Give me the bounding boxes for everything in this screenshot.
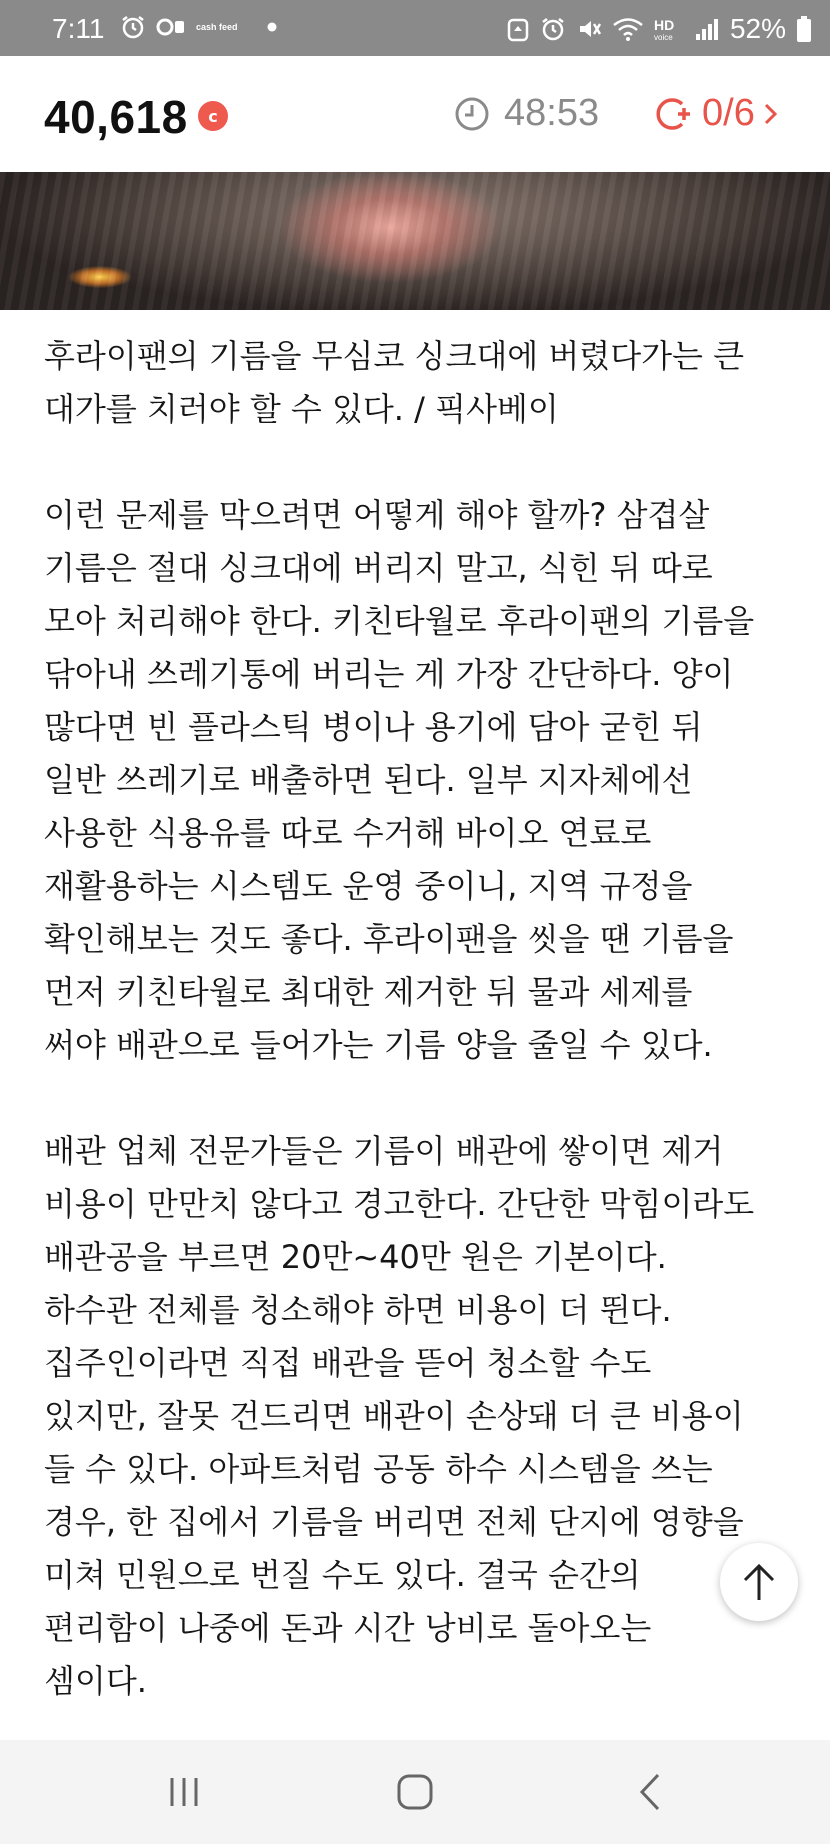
mute-icon (576, 16, 602, 42)
timer-value: 48:53 (504, 92, 600, 134)
back-icon (638, 1772, 662, 1812)
cashfeed-icon (156, 14, 186, 40)
article-hero-image (0, 172, 830, 310)
signal-icon (694, 16, 720, 42)
paragraph-line: 모아 처리해야 한다. 키친타월로 후라이팬의 기름을 (44, 602, 755, 640)
article-paragraph-2 (44, 1125, 794, 1708)
recent-apps-button[interactable] (154, 1770, 214, 1814)
paragraph-line: 하수관 전체를 청소해야 하면 비용이 더 뛴다. (44, 1291, 672, 1329)
back-button[interactable] (620, 1770, 680, 1814)
paragraph-line: 배관공을 부르면 20만~40만 원은 기본이다. (44, 1238, 667, 1276)
paragraph-line: 확인해보는 것도 좋다. 후라이팬을 씻을 땐 기름을 (44, 920, 734, 958)
paragraph-line: 미쳐 민원으로 번질 수도 있다. 결국 순간의 (44, 1556, 641, 1594)
reward-header (0, 56, 830, 172)
home-button[interactable] (385, 1770, 445, 1814)
hero-texture (0, 172, 830, 310)
arrow-up-icon (741, 1562, 777, 1602)
paragraph-line: 써야 배관으로 들어가는 기름 양을 줄일 수 있다. (44, 1026, 713, 1064)
recent-apps-icon (166, 1776, 202, 1808)
dot-icon (264, 19, 280, 35)
paragraph-line: 사용한 식용유를 따로 수거해 바이오 연료로 (44, 814, 652, 852)
image-caption (44, 330, 794, 436)
scroll-to-top-button[interactable] (720, 1543, 798, 1621)
coin-icon: c (198, 101, 228, 131)
caption-line: 후라이팬의 기름을 무심코 싱크대에 버렸다가는 큰 (44, 337, 745, 375)
paragraph-line: 있지만, 잘못 건드리면 배관이 손상돼 더 큰 비용이 (44, 1397, 744, 1435)
battery-icon (796, 15, 812, 43)
paragraph-line: 먼저 키친타월로 최대한 제거한 뒤 물과 세제를 (44, 973, 693, 1011)
home-icon (396, 1773, 434, 1811)
paragraph-line: 많다면 빈 플라스틱 병이나 용기에 담아 굳힌 뒤 (44, 708, 703, 746)
status-time: 7:11 (52, 13, 105, 44)
paragraph-line: 재활용하는 시스템도 운영 중이니, 지역 규정을 (44, 867, 693, 905)
paragraph-line: 들 수 있다. 아파트처럼 공동 하수 시스템을 쓰는 (44, 1450, 713, 1488)
article-paragraph-1 (44, 489, 794, 1072)
timer (454, 92, 599, 135)
paragraph-line: 편리함이 나중에 돈과 시간 낭비로 돌아오는 (44, 1609, 652, 1647)
alarm-icon (540, 16, 566, 42)
cashfeed-label: cash feed (196, 21, 238, 32)
paragraph-line: 일반 쓰레기로 배출하면 된다. 일부 지자체에선 (44, 761, 693, 799)
alarm-icon (120, 14, 146, 40)
chevron-right-icon (763, 100, 779, 128)
paragraph-line: 기름은 절대 싱크대에 버리지 말고, 식힌 뒤 따로 (44, 549, 713, 587)
paragraph-line: 배관 업체 전문가들은 기름이 배관에 쌓이면 제거 (44, 1132, 724, 1170)
recycle-icon (506, 16, 530, 42)
caption-line: 대가를 치러야 할 수 있다. / 픽사베이 (44, 390, 559, 428)
svg-text:HD: HD (653, 17, 675, 33)
clock-icon (454, 96, 490, 132)
paragraph-line: 셈이다. (44, 1662, 147, 1700)
status-bar (0, 0, 830, 56)
paragraph-line: 닦아내 쓰레기통에 버리는 게 가장 간단하다. 양이 (44, 655, 734, 693)
system-navigation-bar (0, 1740, 830, 1844)
paragraph-line: 이런 문제를 막으려면 어떻게 해야 할까? 삼겹살 (44, 496, 710, 534)
paragraph-line: 경우, 한 집에서 기름을 버리면 전체 단지에 영향을 (44, 1503, 744, 1541)
article-body (44, 330, 794, 1708)
hd-voice-icon (654, 16, 684, 42)
coin-plus-icon (652, 96, 694, 132)
coin-count: 40,618 (44, 91, 188, 143)
paragraph-line: 집주인이라면 직접 배관을 뜯어 청소할 수도 (44, 1344, 652, 1382)
mission-progress-button[interactable] (652, 92, 779, 135)
wifi-icon (612, 16, 644, 42)
svg-text:voice: voice (653, 33, 673, 42)
mission-progress-value: 0/6 (702, 92, 755, 134)
status-left-icons (120, 14, 280, 40)
battery-percent: 52% (729, 13, 786, 44)
status-right-icons (506, 13, 812, 45)
paragraph-line: 비용이 만만치 않다고 경고한다. 간단한 막힘이라도 (44, 1185, 755, 1223)
